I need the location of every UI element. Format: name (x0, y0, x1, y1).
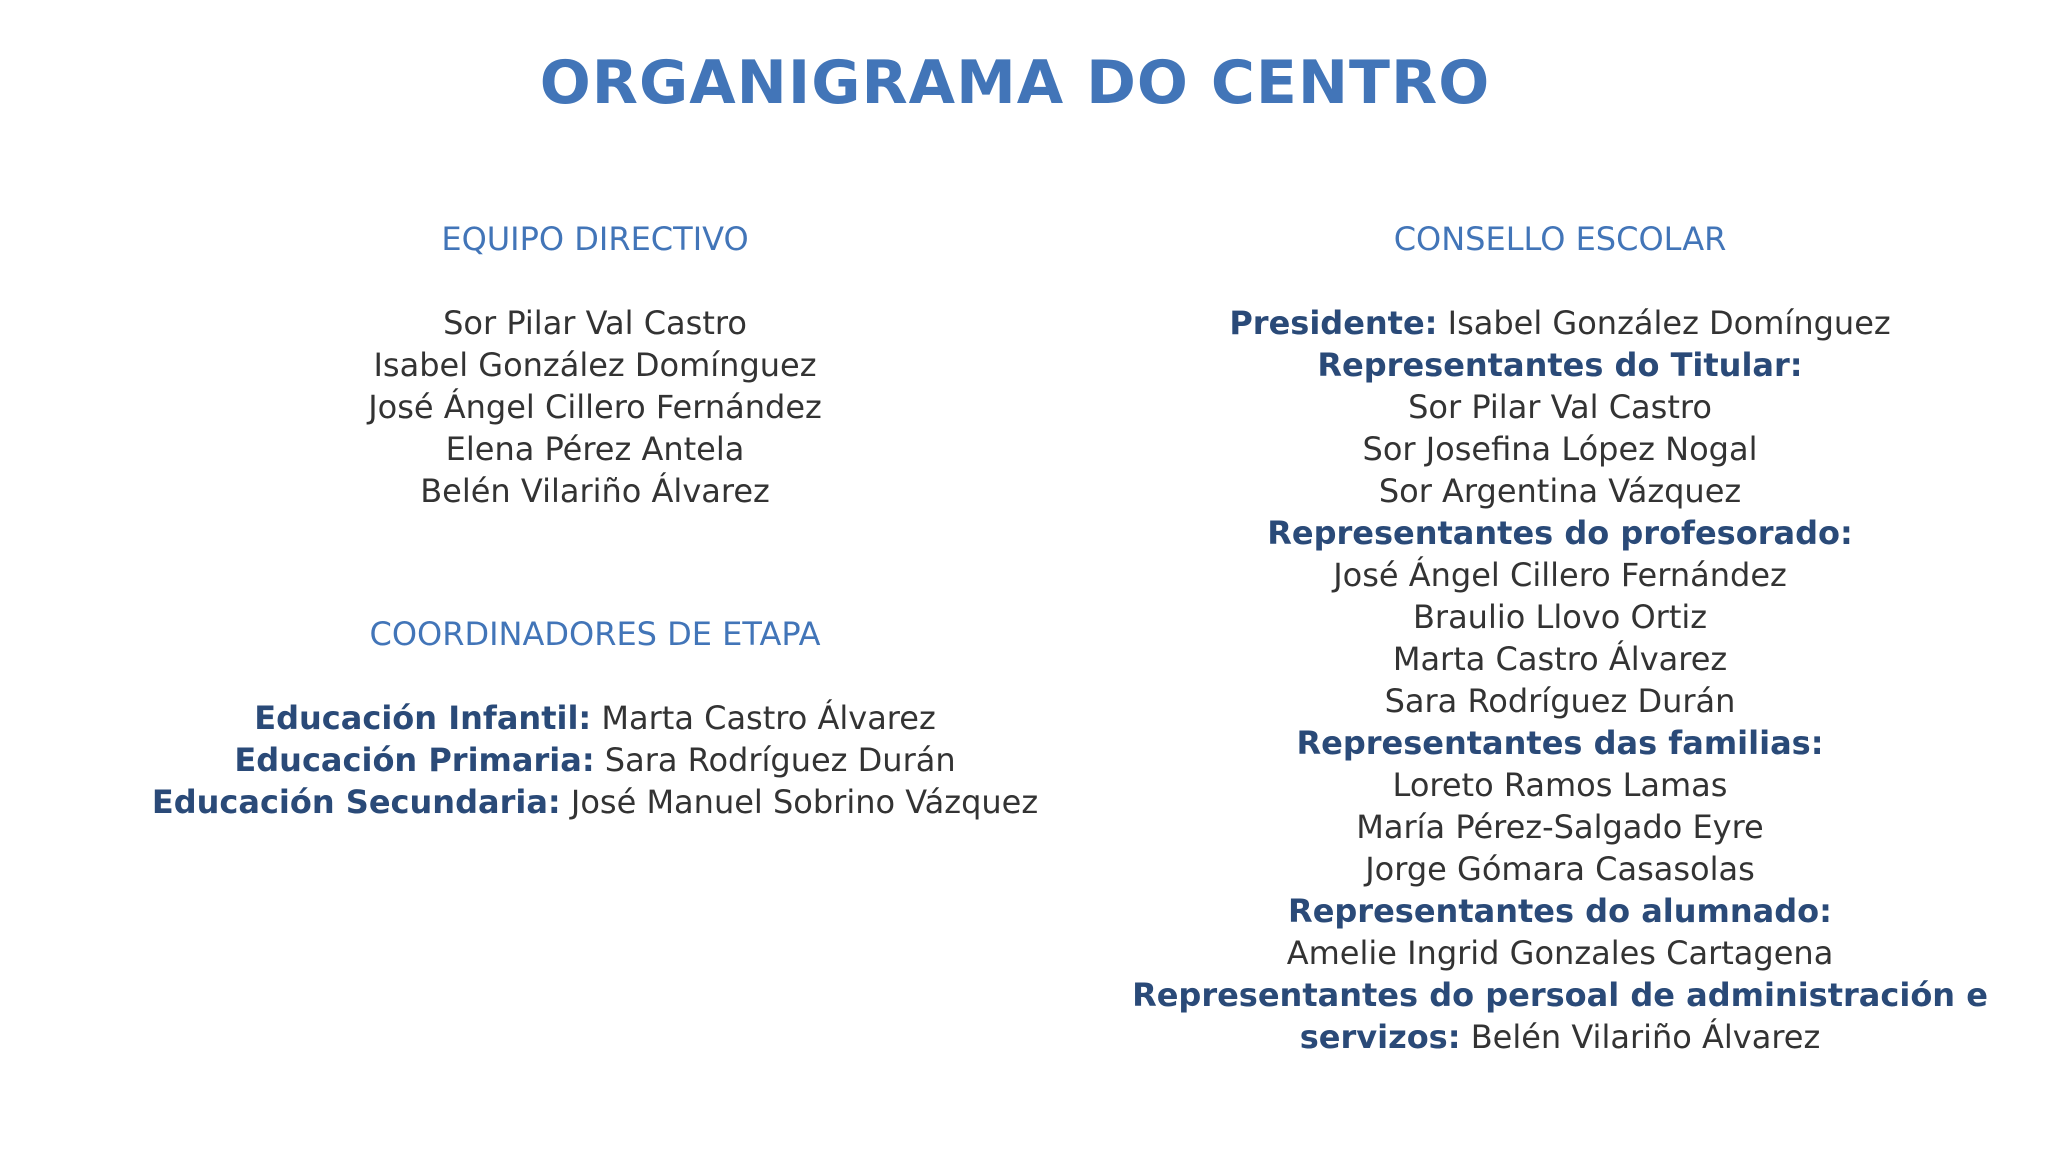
coordinador-label: Educación Secundaria: (151, 783, 561, 821)
equipo-member: Sor Pilar Val Castro (443, 304, 747, 342)
profesorado-member: Braulio Llovo Ortiz (1412, 598, 1708, 636)
equipo-directivo-section (60, 218, 1130, 512)
alumnado-label: Representantes do alumnado: (1288, 892, 1832, 930)
coordinador-row (60, 781, 1130, 823)
coordinador-name: Sara Rodríguez Durán (594, 741, 956, 779)
titular-member: Sor Josefina López Nogal (1362, 430, 1758, 468)
coordinador-name: José Manuel Sobrino Vázquez (560, 783, 1039, 821)
persoal-label: Representantes do persoal de administración e (1132, 976, 1988, 1014)
presidente-row (1080, 302, 2040, 344)
titular-label: Representantes do Titular: (1317, 346, 1803, 384)
coordinadores-section (60, 613, 1130, 823)
consello-section (1080, 218, 2040, 1058)
coordinador-row (60, 697, 1130, 739)
familias-member: Jorge Gómara Casasolas (1365, 850, 1755, 888)
persoal-row (1080, 1016, 2040, 1058)
page-title: ORGANIGRAMA DO CENTRO (539, 48, 1491, 118)
coordinador-label: Educación Infantil: (254, 699, 592, 737)
presidente-name: Isabel González Domínguez (1437, 304, 1891, 342)
familias-label: Representantes das familias: (1296, 724, 1824, 762)
profesorado-member: José Ángel Cillero Fernández (1333, 556, 1787, 594)
profesorado-member: Sara Rodríguez Durán (1384, 682, 1736, 720)
titular-member: Sor Argentina Vázquez (1378, 472, 1742, 510)
profesorado-label: Representantes do profesorado: (1267, 514, 1853, 552)
persoal-name: Belén Vilariño Álvarez (1460, 1018, 1821, 1056)
presidente-label: Presidente: (1229, 304, 1438, 342)
titular-member: Sor Pilar Val Castro (1408, 388, 1712, 426)
coordinadores-heading: COORDINADORES DE ETAPA (369, 615, 821, 653)
familias-member: María Pérez-Salgado Eyre (1356, 808, 1764, 846)
equipo-member: Isabel González Domínguez (373, 346, 817, 384)
alumnado-member: Amelie Ingrid Gonzales Cartagena (1286, 934, 1834, 972)
coordinador-name: Marta Castro Álvarez (591, 699, 936, 737)
equipo-member: Belén Vilariño Álvarez (420, 472, 770, 510)
profesorado-member: Marta Castro Álvarez (1392, 640, 1728, 678)
coordinador-label: Educación Primaria: (234, 741, 595, 779)
equipo-member: José Ángel Cillero Fernández (368, 388, 822, 426)
familias-member: Loreto Ramos Lamas (1392, 766, 1728, 804)
equipo-directivo-heading: EQUIPO DIRECTIVO (441, 220, 749, 258)
equipo-member: Elena Pérez Antela (445, 430, 745, 468)
consello-heading: CONSELLO ESCOLAR (1393, 220, 1727, 258)
persoal-label-cont: servizos: (1299, 1018, 1461, 1056)
coordinador-row (60, 739, 1130, 781)
